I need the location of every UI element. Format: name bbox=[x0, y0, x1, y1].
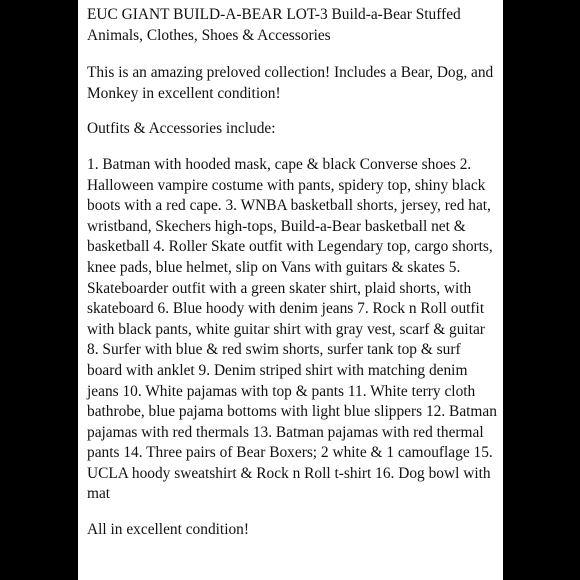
listing-description-panel bbox=[78, 0, 503, 580]
listing-intro: This is an amazing preloved collection! Includes a Bear, Dog, and Monkey in excellent condition! bbox=[87, 64, 494, 102]
outfits-heading: Outfits & Accessories include: bbox=[87, 120, 276, 138]
listing-closing: All in excellent condition! bbox=[87, 521, 249, 539]
outfits-item-list: 1. Batman with hooded mask, cape & black Converse shoes 2. Halloween vampire costume with pants, spidery top, shiny black boots with a red cape. 3. WNBA basketball shorts, jersey, red hat, wristband, Skechers high-tops, Build-a-Bear basketball net & basketball 4. Roller Skate outfit with Legendary top, cargo shorts, knee pads, blue helmet, slip on Vans with guitars & skates 5. Skateboarder outfit with a green skater shirt, plaid shorts, with skateboard 6. Blue hoody with denim jeans 7. Rock n Roll outfit with black pants, white guitar shirt with gray vest, scarf & guitar 8. Surfer with blue & red swim shorts, surfer tank top & surf board with anklet 9. Denim striped shirt with matching denim jeans 10. White pajamas with top & pants 11. White terry cloth bathrobe, blue pajama bottoms with light blue slippers 12. Batman pajamas with red thermals 13. Batman pajamas with red thermal pants 14. Three pairs of Bear Boxers; 2 white & 1 camouflage 15. UCLA hoody sweatshirt & Rock n Roll t-shirt 16. Dog bowl with mat bbox=[87, 155, 497, 503]
listing-title: EUC GIANT BUILD-A-BEAR LOT-3 Build-a-Bear Stuffed Animals, Clothes, Shoes & Accessories bbox=[87, 6, 461, 44]
